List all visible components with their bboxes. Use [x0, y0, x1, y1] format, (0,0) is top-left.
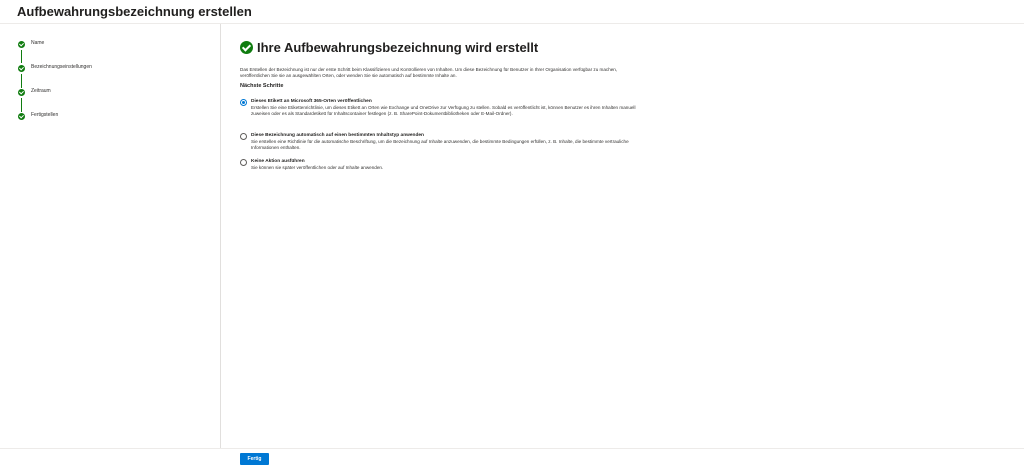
step-label: Bezeichnungseinstellungen	[31, 64, 92, 70]
checkmark-circle-icon	[18, 89, 25, 96]
wizard-steps-sidebar	[0, 24, 221, 448]
radio-button[interactable]	[240, 159, 247, 166]
checkmark-circle-icon	[18, 41, 25, 48]
page-header	[0, 0, 1024, 24]
radio-button[interactable]	[240, 133, 247, 140]
content-title: Ihre Aufbewahrungsbezeichnung wird erstellt	[257, 40, 539, 55]
footer-bar	[0, 448, 1024, 468]
option-description: Sie können sie später veröffentlichen oder auf Inhalte anwenden.	[251, 165, 384, 170]
step-label: Fertigstellen	[31, 112, 59, 118]
checkmark-circle-icon	[18, 113, 25, 120]
step-connector	[21, 50, 22, 63]
next-steps-heading: Nächste Schritte	[240, 83, 284, 89]
option-description: Erstellen Sie eine Etikettenrichtlinie, um dieses Etikett an Orten wie Exchange und OneDrive zur Verfügung zu stellen. Sobald es veröffentlicht ist, können Benutzer es ihren Inhalten manuell zuweisen oder es als Standardetikett für Inhaltscontainer festlegen (z. B. SharePoint-Dokumentbibliotheken oder E-Mail-Ordner).	[251, 105, 636, 116]
option-description: Sie erstellen eine Richtlinie für die automatische Beschriftung, um die Bezeichnung auf Inhalte anzuwenden, die bestimmte Bedingungen erfüllen, z. B. Inhalte, die bestimmte vertrauliche Informationen enthalten.	[251, 139, 629, 150]
checkmark-circle-icon	[240, 41, 253, 54]
title-row	[240, 40, 1000, 58]
main-content	[240, 40, 1000, 170]
option-title: Keine Aktion ausführen	[251, 159, 305, 164]
intro-text: Das Erstellen der Bezeichnung ist nur der erste Schritt beim Klassifizieren und Kontrollieren von Inhalten. Um diese Bezeichnung für Benutzer in Ihrer Organisation verfügbar zu machen, veröffentlichen Sie sie an ausgewählten Orten, oder wenden Sie sie automatisch auf bestimmte Inhalte an.	[240, 67, 618, 78]
step-label: Zeitraum	[31, 88, 51, 94]
checkmark-circle-icon	[18, 65, 25, 72]
radio-button[interactable]	[240, 99, 247, 106]
option-title: Diese Bezeichnung automatisch auf einen bestimmten Inhaltstyp anwenden	[251, 133, 424, 138]
done-button[interactable]: Fertig	[240, 453, 269, 465]
step-connector	[21, 74, 22, 88]
step-connector	[21, 98, 22, 112]
step-label: Name	[31, 40, 45, 46]
page-title: Aufbewahrungsbezeichnung erstellen	[17, 4, 252, 19]
option-title: Dieses Etikett an Microsoft 365-Orten veröffentlichen	[251, 99, 372, 104]
